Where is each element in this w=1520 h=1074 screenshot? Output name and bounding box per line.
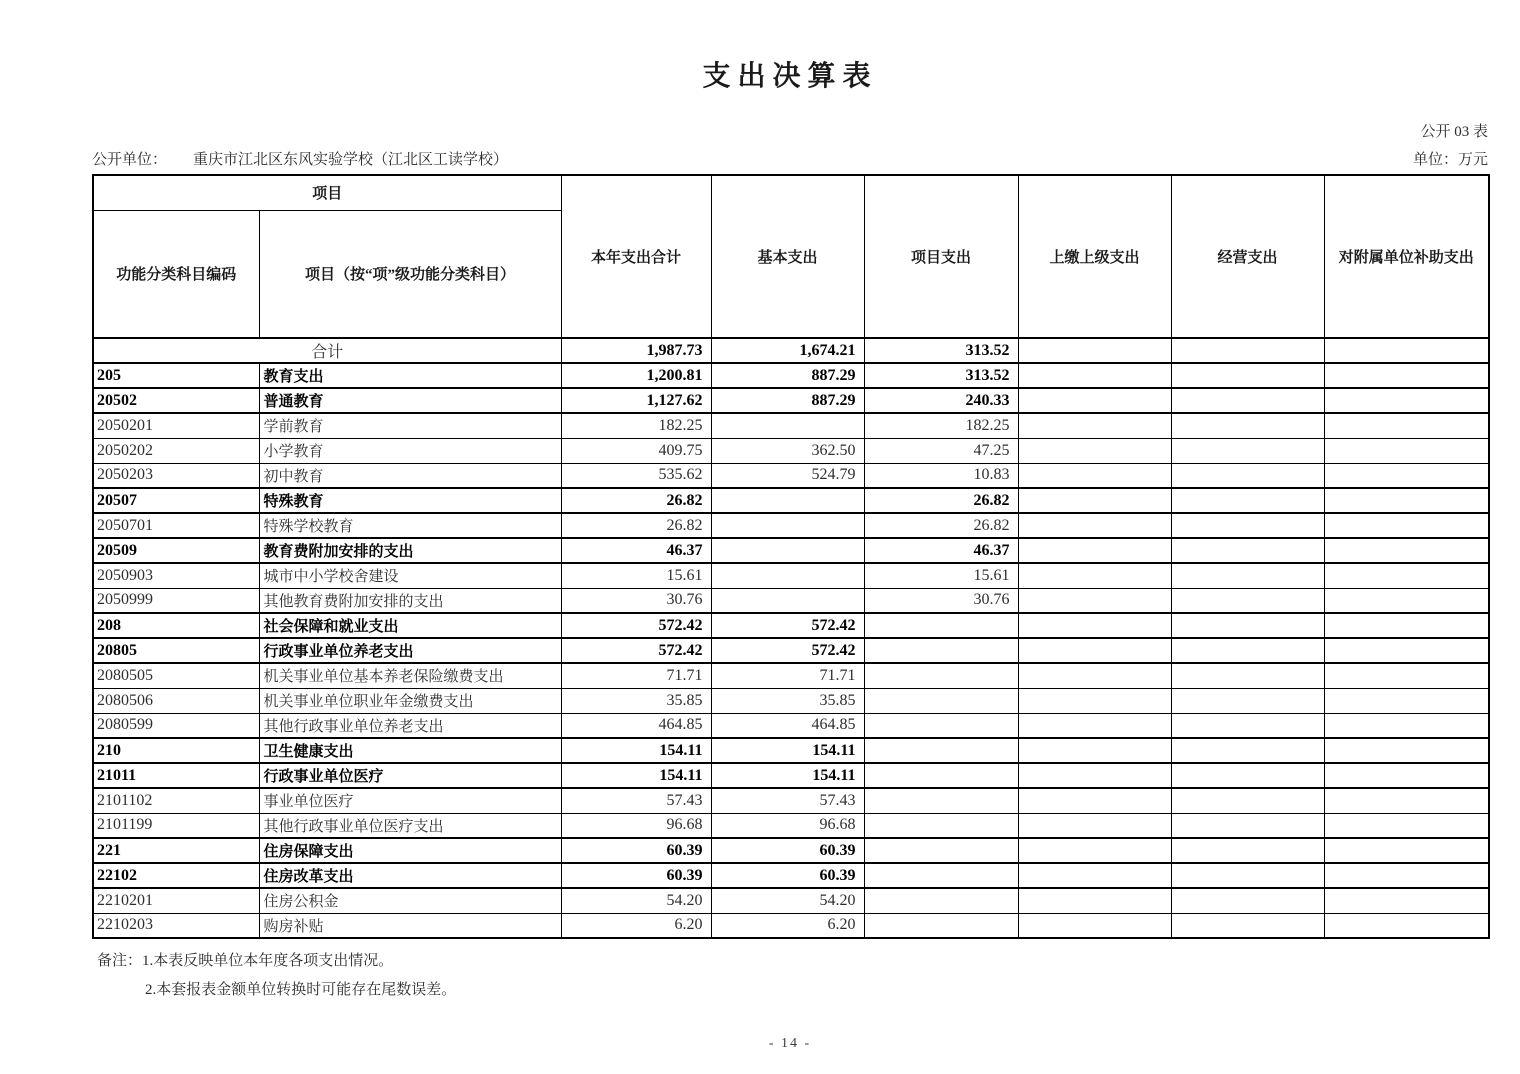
cell-basic bbox=[711, 563, 864, 588]
cell-subsidy bbox=[1324, 363, 1489, 388]
cell-code: 2050999 bbox=[93, 588, 259, 613]
cell-upper bbox=[1018, 413, 1171, 438]
cell-project bbox=[864, 613, 1018, 638]
cell-basic bbox=[711, 488, 864, 513]
table-row bbox=[93, 663, 1489, 688]
cell-subsidy bbox=[1324, 338, 1489, 363]
cell-project bbox=[864, 638, 1018, 663]
cell-upper bbox=[1018, 488, 1171, 513]
cell-total: 60.39 bbox=[561, 863, 711, 888]
table-row bbox=[93, 488, 1489, 513]
cell-project bbox=[864, 863, 1018, 888]
cell-operating bbox=[1171, 863, 1324, 888]
cell-operating bbox=[1171, 513, 1324, 538]
cell-code: 20509 bbox=[93, 538, 259, 563]
cell-item: 其他行政事业单位养老支出 bbox=[259, 713, 561, 738]
cell-subsidy bbox=[1324, 888, 1489, 913]
cell-basic bbox=[711, 413, 864, 438]
note-line-2: 2.本套报表金额单位转换时可能存在尾数误差。 bbox=[145, 982, 457, 998]
cell-project bbox=[864, 788, 1018, 813]
cell-code: 2080506 bbox=[93, 688, 259, 713]
cell-item: 事业单位医疗 bbox=[259, 788, 561, 813]
table-row bbox=[93, 513, 1489, 538]
cell-project bbox=[864, 688, 1018, 713]
cell-code: 2080505 bbox=[93, 663, 259, 688]
table-row bbox=[93, 838, 1489, 863]
cell-operating bbox=[1171, 413, 1324, 438]
cell-project: 46.37 bbox=[864, 538, 1018, 563]
cell-operating bbox=[1171, 538, 1324, 563]
cell-subsidy bbox=[1324, 538, 1489, 563]
cell-project bbox=[864, 738, 1018, 763]
cell-operating bbox=[1171, 838, 1324, 863]
cell-subsidy bbox=[1324, 738, 1489, 763]
cell-upper bbox=[1018, 788, 1171, 813]
cell-item: 学前教育 bbox=[259, 413, 561, 438]
cell-item: 合计 bbox=[93, 338, 561, 363]
cell-subsidy bbox=[1324, 713, 1489, 738]
cell-project: 47.25 bbox=[864, 438, 1018, 463]
cell-item: 特殊学校教育 bbox=[259, 513, 561, 538]
cell-upper bbox=[1018, 638, 1171, 663]
cell-basic: 71.71 bbox=[711, 663, 864, 688]
cell-operating bbox=[1171, 638, 1324, 663]
cell-code: 20805 bbox=[93, 638, 259, 663]
cell-operating bbox=[1171, 763, 1324, 788]
cell-basic: 464.85 bbox=[711, 713, 864, 738]
cell-subsidy bbox=[1324, 863, 1489, 888]
cell-operating bbox=[1171, 463, 1324, 488]
cell-project: 30.76 bbox=[864, 588, 1018, 613]
table-row bbox=[93, 863, 1489, 888]
cell-code: 2101102 bbox=[93, 788, 259, 813]
cell-total: 154.11 bbox=[561, 763, 711, 788]
cell-project bbox=[864, 763, 1018, 788]
table-row bbox=[93, 763, 1489, 788]
cell-upper bbox=[1018, 513, 1171, 538]
cell-code: 20502 bbox=[93, 388, 259, 413]
cell-total: 96.68 bbox=[561, 813, 711, 838]
cell-basic: 572.42 bbox=[711, 638, 864, 663]
cell-basic: 54.20 bbox=[711, 888, 864, 913]
cell-total: 572.42 bbox=[561, 613, 711, 638]
cell-basic: 887.29 bbox=[711, 363, 864, 388]
note-line-1: 备注：1.本表反映单位本年度各项支出情况。 bbox=[97, 953, 394, 969]
cell-basic: 57.43 bbox=[711, 788, 864, 813]
cell-project: 26.82 bbox=[864, 513, 1018, 538]
cell-basic: 6.20 bbox=[711, 913, 864, 938]
table-row bbox=[93, 463, 1489, 488]
cell-operating bbox=[1171, 438, 1324, 463]
cell-operating bbox=[1171, 388, 1324, 413]
cell-subsidy bbox=[1324, 913, 1489, 938]
cell-item: 教育费附加安排的支出 bbox=[259, 538, 561, 563]
cell-item: 小学教育 bbox=[259, 438, 561, 463]
cell-code: 21011 bbox=[93, 763, 259, 788]
cell-project: 15.61 bbox=[864, 563, 1018, 588]
cell-code: 210 bbox=[93, 738, 259, 763]
cell-basic: 60.39 bbox=[711, 838, 864, 863]
table-row bbox=[93, 688, 1489, 713]
cell-subsidy bbox=[1324, 788, 1489, 813]
cell-operating bbox=[1171, 663, 1324, 688]
cell-total: 535.62 bbox=[561, 463, 711, 488]
cell-project: 182.25 bbox=[864, 413, 1018, 438]
cell-total: 1,200.81 bbox=[561, 363, 711, 388]
cell-total: 30.76 bbox=[561, 588, 711, 613]
cell-code: 2050701 bbox=[93, 513, 259, 538]
table-row bbox=[93, 813, 1489, 838]
cell-project: 313.52 bbox=[864, 363, 1018, 388]
table-header bbox=[93, 175, 1489, 338]
cell-total: 572.42 bbox=[561, 638, 711, 663]
table-row bbox=[93, 538, 1489, 563]
cell-item: 机关事业单位基本养老保险缴费支出 bbox=[259, 663, 561, 688]
cell-operating bbox=[1171, 813, 1324, 838]
cell-code: 2210201 bbox=[93, 888, 259, 913]
cell-upper bbox=[1018, 613, 1171, 638]
cell-basic: 887.29 bbox=[711, 388, 864, 413]
cell-operating bbox=[1171, 713, 1324, 738]
header-total-expenditure: 本年支出合计 bbox=[561, 175, 711, 338]
cell-basic: 572.42 bbox=[711, 613, 864, 638]
cell-total: 46.37 bbox=[561, 538, 711, 563]
publisher-name: 重庆市江北区东风实验学校（江北区工读学校） bbox=[193, 152, 509, 168]
money-unit: 单位：万元 bbox=[1412, 152, 1488, 168]
cell-item: 社会保障和就业支出 bbox=[259, 613, 561, 638]
cell-item: 住房公积金 bbox=[259, 888, 561, 913]
table-row bbox=[93, 388, 1489, 413]
cell-basic: 1,674.21 bbox=[711, 338, 864, 363]
header-upper-level: 上缴上级支出 bbox=[1018, 175, 1171, 338]
cell-total: 57.43 bbox=[561, 788, 711, 813]
cell-project bbox=[864, 838, 1018, 863]
table-row bbox=[93, 563, 1489, 588]
table-row bbox=[93, 788, 1489, 813]
cell-total: 26.82 bbox=[561, 513, 711, 538]
cell-operating bbox=[1171, 338, 1324, 363]
cell-basic: 60.39 bbox=[711, 863, 864, 888]
cell-subsidy bbox=[1324, 813, 1489, 838]
cell-subsidy bbox=[1324, 413, 1489, 438]
cell-subsidy bbox=[1324, 488, 1489, 513]
cell-item: 行政事业单位医疗 bbox=[259, 763, 561, 788]
cell-upper bbox=[1018, 463, 1171, 488]
cell-operating bbox=[1171, 613, 1324, 638]
header-function-code: 功能分类科目编码 bbox=[93, 210, 259, 338]
meta-line bbox=[92, 148, 1488, 169]
cell-item: 初中教育 bbox=[259, 463, 561, 488]
cell-subsidy bbox=[1324, 688, 1489, 713]
cell-basic bbox=[711, 538, 864, 563]
cell-item: 普通教育 bbox=[259, 388, 561, 413]
cell-total: 464.85 bbox=[561, 713, 711, 738]
expenditure-table-body bbox=[93, 338, 1489, 938]
cell-code: 205 bbox=[93, 363, 259, 388]
cell-item: 其他行政事业单位医疗支出 bbox=[259, 813, 561, 838]
cell-upper bbox=[1018, 738, 1171, 763]
cell-item: 城市中小学校舍建设 bbox=[259, 563, 561, 588]
cell-total: 182.25 bbox=[561, 413, 711, 438]
cell-code: 2210203 bbox=[93, 913, 259, 938]
cell-upper bbox=[1018, 563, 1171, 588]
cell-upper bbox=[1018, 663, 1171, 688]
cell-operating bbox=[1171, 738, 1324, 763]
cell-operating bbox=[1171, 788, 1324, 813]
cell-project bbox=[864, 663, 1018, 688]
cell-total: 409.75 bbox=[561, 438, 711, 463]
cell-operating bbox=[1171, 488, 1324, 513]
cell-operating bbox=[1171, 588, 1324, 613]
cell-item: 其他教育费附加安排的支出 bbox=[259, 588, 561, 613]
cell-item: 卫生健康支出 bbox=[259, 738, 561, 763]
cell-operating bbox=[1171, 563, 1324, 588]
cell-project: 10.83 bbox=[864, 463, 1018, 488]
cell-subsidy bbox=[1324, 388, 1489, 413]
table-row bbox=[93, 588, 1489, 613]
expenditure-table bbox=[92, 174, 1490, 939]
header-project-group: 项目 bbox=[93, 175, 561, 210]
cell-total: 54.20 bbox=[561, 888, 711, 913]
cell-code: 2101199 bbox=[93, 813, 259, 838]
cell-total: 6.20 bbox=[561, 913, 711, 938]
cell-code: 2050903 bbox=[93, 563, 259, 588]
header-operating: 经营支出 bbox=[1171, 175, 1324, 338]
publisher-label: 公开单位： bbox=[92, 152, 168, 168]
cell-project: 240.33 bbox=[864, 388, 1018, 413]
cell-item: 住房改革支出 bbox=[259, 863, 561, 888]
cell-basic: 96.68 bbox=[711, 813, 864, 838]
cell-total: 35.85 bbox=[561, 688, 711, 713]
cell-total: 15.61 bbox=[561, 563, 711, 588]
cell-basic bbox=[711, 513, 864, 538]
cell-code: 208 bbox=[93, 613, 259, 638]
cell-subsidy bbox=[1324, 763, 1489, 788]
table-row bbox=[93, 413, 1489, 438]
cell-operating bbox=[1171, 688, 1324, 713]
page-number: - 14 - bbox=[768, 1036, 812, 1051]
cell-basic: 362.50 bbox=[711, 438, 864, 463]
cell-subsidy bbox=[1324, 563, 1489, 588]
cell-upper bbox=[1018, 888, 1171, 913]
cell-item: 教育支出 bbox=[259, 363, 561, 388]
table-row bbox=[93, 738, 1489, 763]
cell-project bbox=[864, 713, 1018, 738]
cell-operating bbox=[1171, 913, 1324, 938]
cell-total: 1,127.62 bbox=[561, 388, 711, 413]
table-row bbox=[93, 888, 1489, 913]
cell-subsidy bbox=[1324, 588, 1489, 613]
cell-total: 71.71 bbox=[561, 663, 711, 688]
table-row bbox=[93, 638, 1489, 663]
table-row bbox=[93, 713, 1489, 738]
cell-item: 机关事业单位职业年金缴费支出 bbox=[259, 688, 561, 713]
cell-upper bbox=[1018, 338, 1171, 363]
cell-upper bbox=[1018, 863, 1171, 888]
cell-basic: 35.85 bbox=[711, 688, 864, 713]
footnotes bbox=[92, 947, 1488, 1005]
cell-subsidy bbox=[1324, 513, 1489, 538]
publisher-unit bbox=[92, 148, 508, 169]
cell-upper bbox=[1018, 763, 1171, 788]
cell-total: 154.11 bbox=[561, 738, 711, 763]
cell-operating bbox=[1171, 363, 1324, 388]
cell-subsidy bbox=[1324, 663, 1489, 688]
cell-item: 购房补贴 bbox=[259, 913, 561, 938]
cell-total: 26.82 bbox=[561, 488, 711, 513]
cell-upper bbox=[1018, 913, 1171, 938]
cell-subsidy bbox=[1324, 638, 1489, 663]
table-row bbox=[93, 363, 1489, 388]
cell-code: 2050201 bbox=[93, 413, 259, 438]
cell-basic bbox=[711, 588, 864, 613]
table-row bbox=[93, 613, 1489, 638]
cell-basic: 524.79 bbox=[711, 463, 864, 488]
cell-code: 221 bbox=[93, 838, 259, 863]
cell-subsidy bbox=[1324, 438, 1489, 463]
cell-basic: 154.11 bbox=[711, 763, 864, 788]
cell-upper bbox=[1018, 713, 1171, 738]
cell-upper bbox=[1018, 538, 1171, 563]
cell-upper bbox=[1018, 388, 1171, 413]
table-row bbox=[93, 338, 1489, 363]
table-row bbox=[93, 438, 1489, 463]
cell-subsidy bbox=[1324, 463, 1489, 488]
cell-subsidy bbox=[1324, 613, 1489, 638]
cell-upper bbox=[1018, 688, 1171, 713]
cell-project: 313.52 bbox=[864, 338, 1018, 363]
cell-subsidy bbox=[1324, 838, 1489, 863]
cell-project bbox=[864, 913, 1018, 938]
cell-code: 22102 bbox=[93, 863, 259, 888]
cell-project bbox=[864, 888, 1018, 913]
page-title: 支出决算表 bbox=[702, 61, 878, 92]
cell-code: 2080599 bbox=[93, 713, 259, 738]
header-subsidy: 对附属单位补助支出 bbox=[1324, 175, 1489, 338]
cell-basic: 154.11 bbox=[711, 738, 864, 763]
cell-upper bbox=[1018, 438, 1171, 463]
cell-code: 2050203 bbox=[93, 463, 259, 488]
cell-upper bbox=[1018, 838, 1171, 863]
table-row bbox=[93, 913, 1489, 938]
cell-total: 60.39 bbox=[561, 838, 711, 863]
header-project-expenditure: 项目支出 bbox=[864, 175, 1018, 338]
cell-code: 2050202 bbox=[93, 438, 259, 463]
cell-upper bbox=[1018, 813, 1171, 838]
cell-upper bbox=[1018, 588, 1171, 613]
cell-item: 住房保障支出 bbox=[259, 838, 561, 863]
cell-upper bbox=[1018, 363, 1171, 388]
cell-operating bbox=[1171, 888, 1324, 913]
cell-total: 1,987.73 bbox=[561, 338, 711, 363]
cell-project: 26.82 bbox=[864, 488, 1018, 513]
cell-item: 行政事业单位养老支出 bbox=[259, 638, 561, 663]
header-item-name: 项目（按“项”级功能分类科目） bbox=[259, 210, 561, 338]
table-number: 公开 03 表 bbox=[1420, 124, 1488, 140]
cell-item: 特殊教育 bbox=[259, 488, 561, 513]
header-basic-expenditure: 基本支出 bbox=[711, 175, 864, 338]
cell-code: 20507 bbox=[93, 488, 259, 513]
cell-project bbox=[864, 813, 1018, 838]
